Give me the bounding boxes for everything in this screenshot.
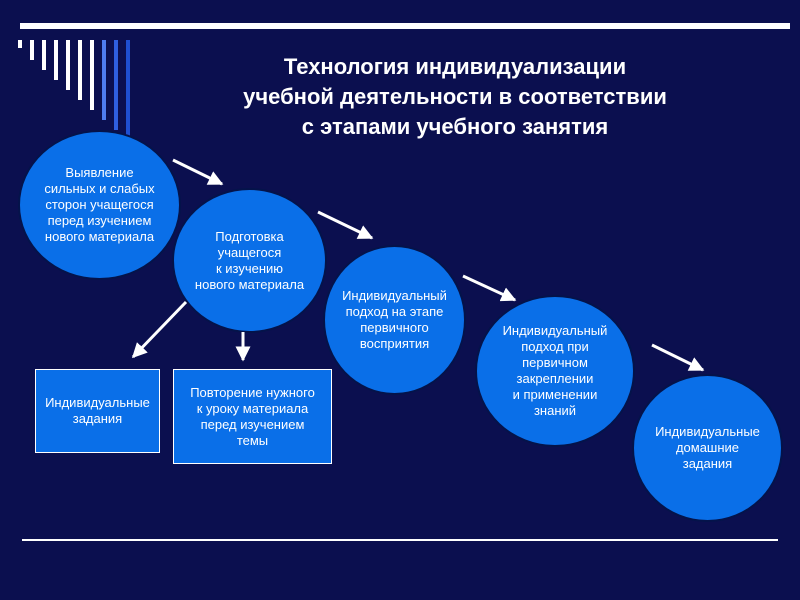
box-individual-tasks: Индивидуальные задания bbox=[35, 369, 160, 453]
title-line-1: Технология индивидуализации bbox=[283, 54, 627, 79]
page-title bbox=[150, 52, 760, 142]
node-homework: Индивидуальные домашние задания bbox=[632, 374, 783, 522]
node-primary-perception: Индивидуальный подход на этапе первичного восприятия bbox=[323, 245, 466, 395]
node-primary-consolidation: Индивидуальный подход при первичном закреплении и применении знаний bbox=[475, 295, 635, 447]
box-repeat-material: Повторение нужного к уроку материала перед изучением темы bbox=[173, 369, 332, 464]
title-line-2: учебной деятельности в соответствии bbox=[243, 84, 667, 109]
node-prepare-student: Подготовка учащегося к изучению нового материала bbox=[172, 188, 327, 333]
node-identify-strengths: Выявление сильных и слабых сторон учащегося перед изучением нового материала bbox=[18, 130, 181, 280]
title-line-3: с этапами учебного занятия bbox=[301, 114, 609, 139]
bottom-divider bbox=[22, 539, 778, 541]
